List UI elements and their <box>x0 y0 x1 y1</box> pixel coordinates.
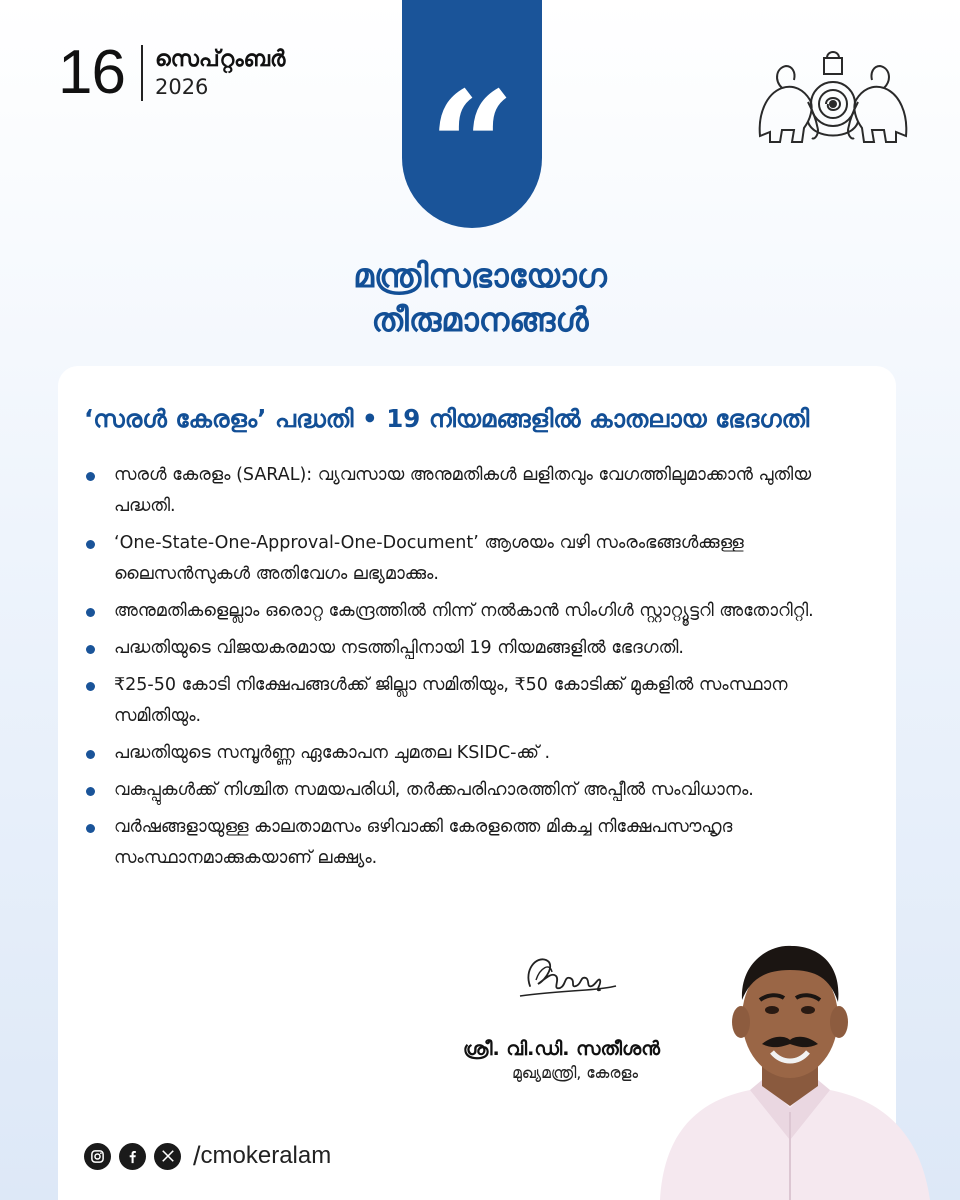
card-title: ‘സരൾ കേരളം’ പദ്ധതി • 19 നിയമങ്ങളിൽ കാതലായ ഭേദഗതി <box>84 404 810 433</box>
bullet-icon <box>86 824 95 833</box>
bullet-icon <box>86 750 95 759</box>
list-item <box>84 670 864 732</box>
heading-line-1: മന്ത്രിസഭായോഗ <box>353 256 607 295</box>
bullet-text: വർഷങ്ങളായുള്ള കാലതാമസം ഒഴിവാക്കി കേരളത്തെ മികച്ച നിക്ഷേപസൗഹൃദ സംസ്ഥാനമാക്കുകയാണ് ലക്ഷ്യം. <box>114 817 733 868</box>
bullet-icon <box>86 472 95 481</box>
list-item <box>84 812 864 874</box>
signatory-role: മുഖ്യമന്ത്രി, കേരളം <box>512 1064 638 1082</box>
list-item <box>84 775 864 806</box>
bullet-icon <box>86 608 95 617</box>
facebook-icon[interactable] <box>119 1143 146 1170</box>
list-item <box>84 633 864 664</box>
quote-tab <box>402 0 542 235</box>
date-month: സെപ്റ്റംബർ <box>154 47 286 73</box>
quote-icon: “ <box>428 59 516 235</box>
signatory-name: ശ്രീ. വി.ഡി. സതീശൻ <box>462 1038 660 1060</box>
bullet-list <box>84 460 864 880</box>
date-divider <box>141 45 143 101</box>
bullet-text: അനുമതികളെല്ലാം ഒരൊറ്റ കേന്ദ്രത്തിൽ നിന്ന് നൽകാൻ സിംഗിൾ സ്റ്റാറ്റ്യൂട്ടറി അതോറിറ്റി. <box>114 601 814 621</box>
bullet-icon <box>86 682 95 691</box>
kerala-emblem-icon <box>752 44 914 148</box>
bullet-icon <box>86 540 95 549</box>
list-item <box>84 460 864 522</box>
instagram-icon[interactable] <box>84 1143 111 1170</box>
social-handle[interactable]: cmokeralam <box>200 1142 332 1169</box>
bullet-text: പദ്ധതിയുടെ വിജയകരമായ നടത്തിപ്പിനായി 19 നിയമങ്ങളിൽ ഭേദഗതി. <box>114 638 684 658</box>
list-item <box>84 738 864 769</box>
bullet-text: പദ്ധതിയുടെ സമ്പൂർണ്ണ ഏകോപന ചുമതല KSIDC-ക്ക് . <box>114 743 551 763</box>
list-item <box>84 596 864 627</box>
list-item <box>84 528 864 590</box>
signature <box>516 950 620 1014</box>
date-text <box>155 46 285 100</box>
bullet-icon <box>86 645 95 654</box>
date-day: 16 <box>58 38 125 107</box>
social-bar <box>84 1142 331 1170</box>
bullet-text: സരൾ കേരളം (SARAL): വ്യവസായ അനുമതികൾ ലളിതവും വേഗത്തിലുമാക്കാൻ പുതിയ പദ്ധതി. <box>114 465 812 516</box>
bullet-text: ₹25-50 കോടി നിക്ഷേപങ്ങൾക്ക് ജില്ലാ സമിതിയും, ₹50 കോടിക്ക് മുകളിൽ സംസ്ഥാന സമിതിയും. <box>114 675 788 726</box>
bullet-icon <box>86 787 95 796</box>
bullet-text: ‘One-State-One-Approval-One-Document’ ആശയം വഴി സംരംഭങ്ങൾക്കുള്ള ലൈസൻസുകൾ അതിവേഗം ലഭ്യമാക്കും. <box>114 533 744 584</box>
bullet-text: വകുപ്പുകൾക്ക് നിശ്ചിത സമയപരിധി, തർക്കപരിഹാരത്തിന് അപ്പീൽ സംവിധാനം. <box>114 780 754 800</box>
chief-minister-photo <box>640 940 940 1200</box>
date-year: 2026 <box>154 74 209 99</box>
heading-line-2: തീരുമാനങ്ങൾ <box>371 300 589 339</box>
date-block <box>58 38 286 107</box>
social-separator: / <box>193 1140 201 1171</box>
x-icon[interactable] <box>154 1143 181 1170</box>
